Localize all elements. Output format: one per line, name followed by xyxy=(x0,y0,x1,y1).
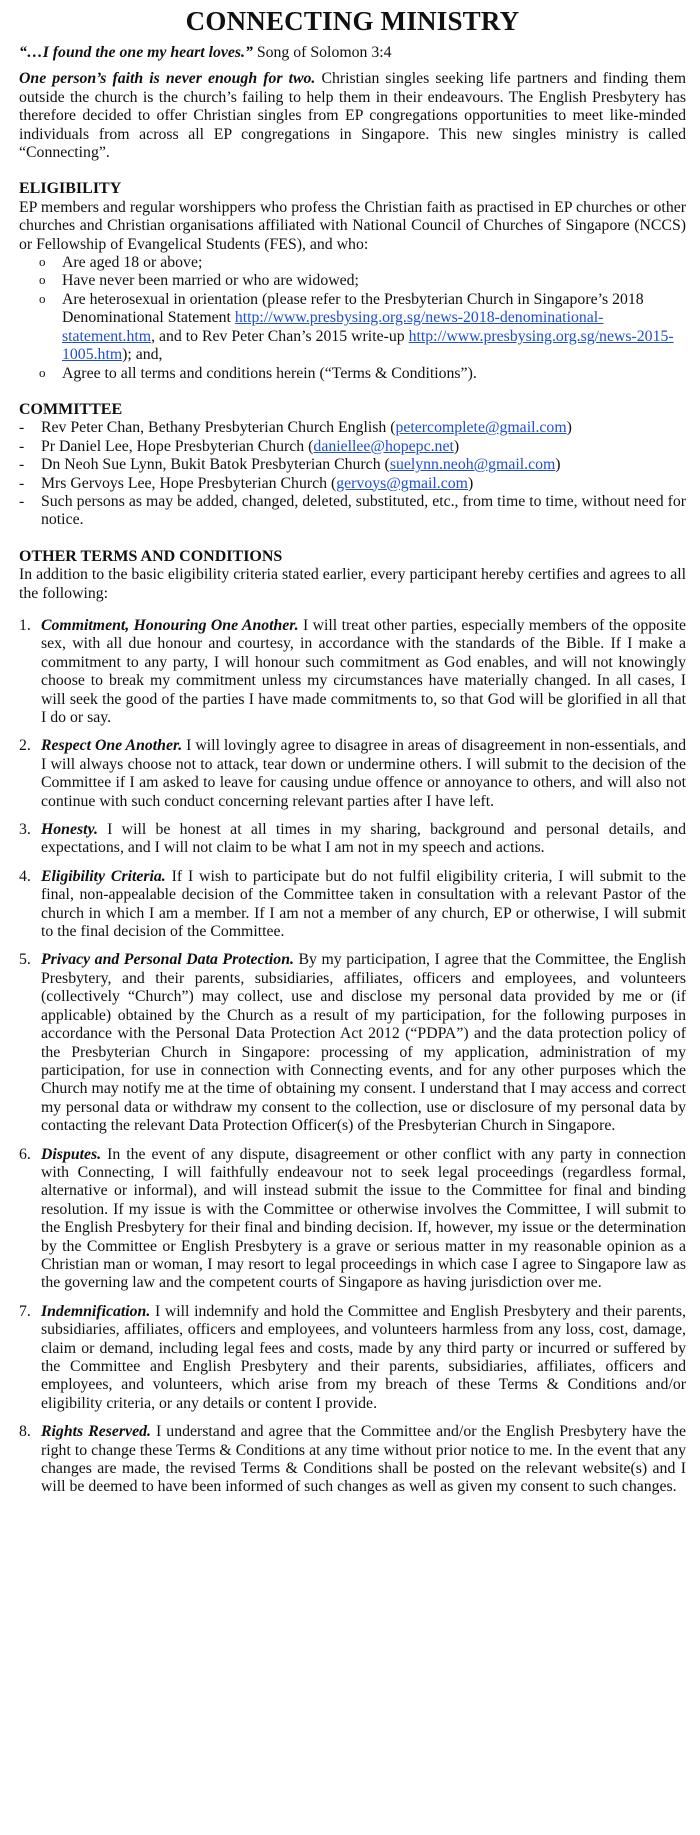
email-link[interactable]: daniellee@hopepc.net xyxy=(313,437,454,455)
eligibility-item: o Are aged 18 or above; xyxy=(39,254,686,272)
close-paren: ) xyxy=(467,474,474,492)
committee-list xyxy=(19,419,686,529)
terms-list xyxy=(19,617,686,1497)
close-paren: ) xyxy=(555,456,561,474)
term-item xyxy=(19,617,686,727)
term-number: 6. xyxy=(19,1145,31,1163)
eligibility-heading: ELIGIBILITY xyxy=(19,180,122,198)
eligibility-text: EP members and regular worshippers who profess the Christian faith as practised in EP churches or other churches and Christian organisations affiliated with National Council of Churches of Singapore (NCCS) or Fellowship of Evangelical Students (FES), and who: xyxy=(19,198,686,253)
eligibility-item-text: ); and, xyxy=(122,346,163,364)
term-item xyxy=(19,821,686,858)
term-title: Rights Reserved. xyxy=(41,1423,151,1441)
committee-member xyxy=(19,456,686,474)
term-item xyxy=(19,868,686,942)
eligibility-item-text: Are heterosexual in orientation (please refer to the Presbyterian Church in Singapore’s 2018 Denominational Statement xyxy=(62,290,644,327)
term-item xyxy=(19,1146,686,1293)
scripture-verse xyxy=(19,44,686,62)
intro-paragraph xyxy=(19,70,686,162)
term-text: I will be honest at all times in my sharing, background and personal details, and expectations, and I will not claim to be what I am not in my speech and actions. xyxy=(41,821,686,857)
term-item xyxy=(19,1303,686,1413)
term-number: 5. xyxy=(19,951,31,969)
committee-member-name: Dn Neoh Sue Lynn, Bukit Batok Presbyterian Church ( xyxy=(41,456,390,474)
term-text: I will lovingly agree to disagree in areas of disagreement in non-essentials, and I will always choose not to attack, tear down or undermine others. I will submit to the decision of the Committee if I am asked to leave for causing undue offence or annoyance to others, and will also not continue with such conduct concerning relevant parties after I have left. xyxy=(41,737,686,810)
term-text: I will treat other parties, especially members of the opposite sex, with all due honour and courtesy, in accordance with the standards of the Bible. If I make a commitment to any party, I will honour such commitment as God enables, and will not knowingly choose to break my commitment unless my circumstances have materially changed. In all cases, I will seek the good of the parties I have made commitments to, so that God will be glorified in all that I do or say. xyxy=(41,616,687,726)
committee-member-name: Mrs Gervoys Lee, Hope Presbyterian Church ( xyxy=(41,474,337,492)
eligibility-item: o Have never been married or who are widowed; xyxy=(39,272,686,290)
term-text: By my participation, I agree that the Committee, the English Presbytery, and their parents, subsidiaries, affiliates, officers and employees, and volunteers (collectively “Church”) may collect, use and disclose my personal data provided by me or (if applicable) obtained by the Church as a result of my participation, for the following purposes in accordance with the Personal Data Protection Act 2012 (“PDPA”) and the data protection policy of the Presbyterian Church in Singapore: processing of my application, administration of my participation, for use in connection with Connecting events, and for any other purposes which the Church may notify me at the time of obtaining my consent. I understand that I may access and correct my personal data or withdraw my consent to the collection, use or disclosure of my personal data by contacting the relevant Data Protection Officer(s) of the Presbyterian Church in Singapore. xyxy=(41,951,686,1135)
term-title: Eligibility Criteria. xyxy=(41,867,166,885)
term-title: Commitment, Honouring One Another. xyxy=(41,616,299,634)
denominational-statement-link[interactable]: http://www.presbysing.org.sg/news-2018-denominational-statement.htm xyxy=(62,309,604,345)
term-title: Disputes. xyxy=(41,1145,102,1163)
eligibility-item: o Agree to all terms and conditions herein (“Terms & Conditions”). xyxy=(39,365,686,383)
committee-member xyxy=(19,438,686,456)
terms-heading: OTHER TERMS AND CONDITIONS xyxy=(19,547,283,565)
intro-lead: One person’s faith is never enough for two. xyxy=(19,70,316,88)
committee-heading: COMMITTEE xyxy=(19,400,123,418)
term-number: 1. xyxy=(19,616,31,634)
committee-member-name: Pr Daniel Lee, Hope Presbyterian Church ( xyxy=(41,437,314,455)
committee-member xyxy=(19,419,686,437)
committee-member xyxy=(19,475,686,493)
term-title: Indemnification. xyxy=(41,1302,151,1320)
term-title: Privacy and Personal Data Protection. xyxy=(41,951,294,969)
term-number: 4. xyxy=(19,867,31,885)
eligibility-item xyxy=(39,291,686,365)
eligibility-list xyxy=(19,254,686,383)
term-text: I will indemnify and hold the Committee and English Presbytery and their parents, subsidiaries, affiliates, officers and employees, and volunteers harmless from any loss, cost, damage, claim or demand, including legal fees and costs, made by any third party or incurred or suffered by the Committee and English Presbytery and their parents, subsidiaries, affiliates, officers and employees, and volunteers, which arise from my breach of these Terms & Conditions and/or eligibility criteria, or any details or content I provide. xyxy=(41,1302,686,1412)
term-item xyxy=(19,951,686,1135)
term-text: I understand and agree that the Committee and/or the English Presbytery have the right to change these Terms & Conditions at any time without prior notice to me. In the event that any changes are made, the revised Terms & Conditions shall be posted on the relevant website(s) and I will be deemed to have been informed of such changes as well as given my consent to such changes. xyxy=(41,1423,686,1496)
term-text: In the event of any dispute, disagreement or other conflict with any party in connection with Connecting, I will faithfully endeavour not to seek legal proceedings (regardless formal, alternative or informal), and will instead submit the issue to the Committee for final and binding resolution. If my issue is with the Committee or otherwise involves the Committee, I will submit to the English Presbytery for their final and binding decision. If, however, my issue or the determination by the Committee or English Presbytery is a grave or serious matter in my reasonable opinion as a Christian man or woman, I may resort to legal proceedings in which case I agree to Singapore law as the governing law and the competent courts of Singapore as having jurisdiction over me. xyxy=(41,1145,686,1292)
term-number: 3. xyxy=(19,821,31,839)
term-item xyxy=(19,737,686,811)
committee-member-name: Rev Peter Chan, Bethany Presbyterian Church English ( xyxy=(41,419,396,437)
email-link[interactable]: petercomplete@gmail.com xyxy=(395,419,567,437)
term-number: 8. xyxy=(19,1423,31,1441)
term-title: Honesty. xyxy=(41,821,98,839)
term-number: 2. xyxy=(19,737,31,755)
eligibility-item-text: , and to Rev Peter Chan’s 2015 write-up xyxy=(151,327,409,345)
term-title: Respect One Another. xyxy=(41,737,183,755)
intro-text: Christian singles seeking life partners and finding them outside the church is the church’s failing to help them in their endeavours. The English Presbytery has therefore decided to offer Christian singles from EP congregations opportunities to meet like-minded individuals from across all EP congregations in Singapore. This new singles ministry is called “Connecting”. xyxy=(19,70,686,162)
verse-quote: “…I found the one my heart loves.” xyxy=(19,44,253,61)
close-paren: ) xyxy=(566,419,572,437)
close-paren: ) xyxy=(453,437,460,455)
page-title: CONNECTING MINISTRY xyxy=(185,6,520,36)
email-link[interactable]: suelynn.neoh@gmail.com xyxy=(389,456,556,474)
committee-note: - Such persons as may be added, changed, deleted, substituted, etc., from time to time, without need for notice. xyxy=(19,493,686,530)
term-text: If I wish to participate but do not fulfil eligibility criteria, I will submit to the final, non-appealable decision of the Committee taken in consultation with a relevant Pastor of the church in which I am a member. If I am not a member of any church, EP or otherwise, I will submit to the final decision of the Committee. xyxy=(41,867,686,941)
email-link[interactable]: gervoys@gmail.com xyxy=(336,474,468,492)
verse-reference: Song of Solomon 3:4 xyxy=(252,44,392,61)
term-item xyxy=(19,1423,686,1497)
write-up-link[interactable]: http://www.presbysing.org.sg/news-2015-1005.htm xyxy=(62,327,674,364)
terms-intro: In addition to the basic eligibility criteria stated earlier, every participant hereby certifies and agrees to all the following: xyxy=(19,566,686,602)
term-number: 7. xyxy=(19,1302,31,1320)
